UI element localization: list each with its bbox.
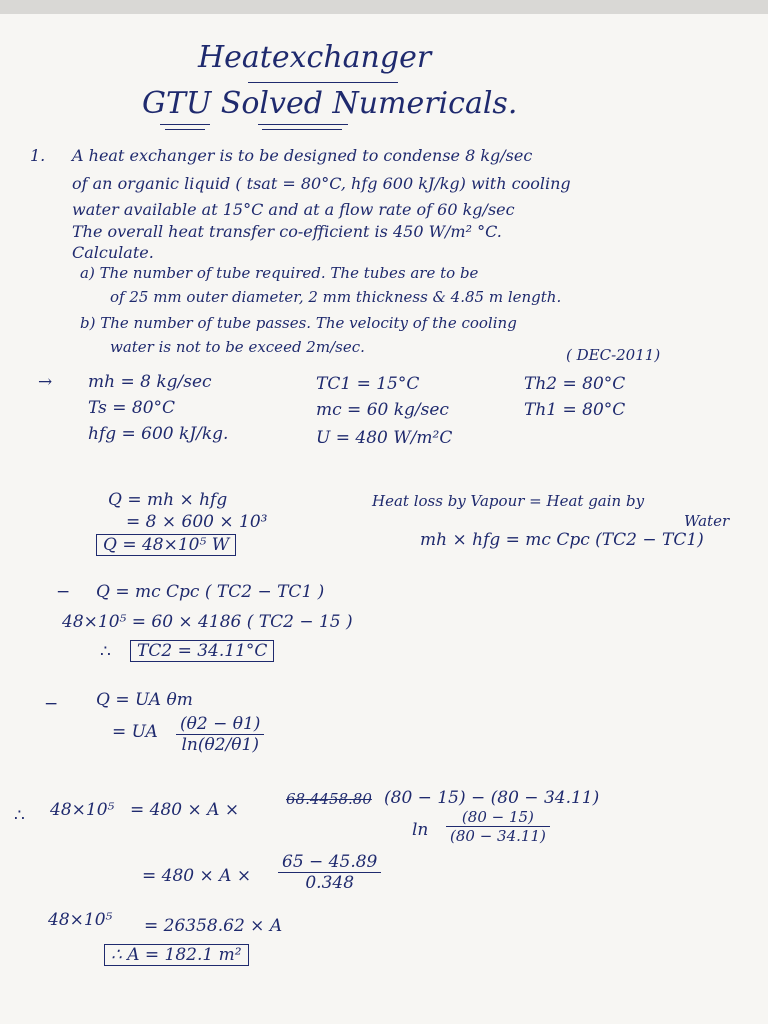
page-top-edge	[0, 0, 768, 14]
step4-lhs: 48×10⁵	[50, 800, 115, 820]
given-value: Ts = 80°C	[88, 398, 176, 418]
title-underline-2d	[262, 129, 342, 130]
given-value: U = 480 W/m²C	[316, 428, 453, 448]
given-value: Th1 = 80°C	[524, 400, 626, 420]
step4-line3-lhs: 48×10⁵	[48, 910, 113, 930]
problem-line: A heat exchanger is to be designed to condense 8 kg/sec	[72, 146, 533, 165]
given-value: TC1 = 15°C	[316, 374, 420, 394]
arrow-icon: →	[38, 372, 53, 392]
step2-line: 48×10⁵ = 60 × 4186 ( TC2 − 15 )	[62, 612, 353, 632]
step3-line: Q = UA θm	[96, 690, 193, 710]
ln-denominator: (80 − 34.11)	[450, 827, 546, 845]
struck-text: 68.4458.80	[286, 790, 372, 808]
step2-line: Q = mc Cpc ( TC2 − TC1 )	[96, 582, 325, 602]
title-underline-2c	[258, 124, 348, 125]
step4-numerator: (80 − 15) − (80 − 34.11)	[384, 788, 600, 808]
step2-dash: −	[56, 582, 71, 602]
title-line-1: Heatexchanger	[198, 40, 432, 75]
therefore-symbol: ∴	[100, 642, 111, 662]
part-a-line: of 25 mm outer diameter, 2 mm thickness & 4.85 m length.	[110, 288, 562, 306]
line2-denominator: 0.348	[305, 873, 355, 893]
title-underline-2a	[160, 124, 210, 125]
given-value: Th2 = 80°C	[524, 374, 626, 394]
step3-dash: −	[44, 694, 59, 714]
exam-source: ( DEC-2011)	[566, 346, 661, 364]
step4-ln: ln	[412, 820, 429, 840]
given-value: hfg = 600 kJ/kg.	[88, 424, 229, 444]
balance-line: Heat loss by Vapour = Heat gain by	[372, 492, 645, 510]
step4-line3-rhs: = 26358.62 × A	[144, 916, 283, 936]
title-underline-2b	[165, 129, 205, 130]
part-b-line: b) The number of tube passes. The velocity of the cooling	[80, 314, 517, 332]
part-b-line: water is not to be exceed 2m/sec.	[110, 338, 365, 356]
title-underline	[248, 82, 398, 83]
problem-number: 1.	[30, 146, 46, 165]
lmtd-numerator: (θ2 − θ1)	[176, 714, 264, 735]
step3-prefix: = UA	[112, 722, 158, 742]
part-a-line: a) The number of tube required. The tubes are to be	[80, 264, 479, 282]
step4-eq: = 480 × A ×	[130, 800, 240, 820]
problem-line: of an organic liquid ( tsat = 80°C, hfg 600 kJ/kg) with cooling	[72, 174, 571, 193]
balance-equation: mh × hfg = mc Cpc (TC2 − TC1)	[420, 530, 704, 550]
given-value: mc = 60 kg/sec	[316, 400, 449, 420]
step4-line2-prefix: = 480 × A ×	[142, 866, 252, 886]
step1-result: Q = 48×10⁵ W	[96, 534, 236, 556]
ln-numerator: (80 − 15)	[446, 808, 550, 827]
step1-line: = 8 × 600 × 10³	[126, 512, 268, 532]
step1-line: Q = mh × hfg	[108, 490, 228, 510]
step4-ln-fraction	[446, 808, 550, 845]
problem-line: The overall heat transfer co-efficient is 450 W/m² °C.	[72, 222, 502, 241]
step4-line2-fraction	[278, 852, 381, 893]
line2-numerator: 65 − 45.89	[278, 852, 381, 873]
lmtd-denominator: ln(θ2/θ1)	[181, 735, 259, 755]
problem-line: water available at 15°C and at a flow rate of 60 kg/sec	[72, 200, 515, 219]
balance-line-water: Water	[684, 512, 730, 530]
final-result: ∴ A = 182.1 m²	[104, 944, 249, 966]
given-value: mh = 8 kg/sec	[88, 372, 212, 392]
step2-result: TC2 = 34.11°C	[130, 640, 274, 662]
problem-line: Calculate.	[72, 243, 154, 262]
step3-fraction	[176, 714, 264, 755]
therefore-symbol: ∴	[14, 806, 25, 826]
title-line-2: GTU Solved Numericals.	[142, 86, 518, 121]
